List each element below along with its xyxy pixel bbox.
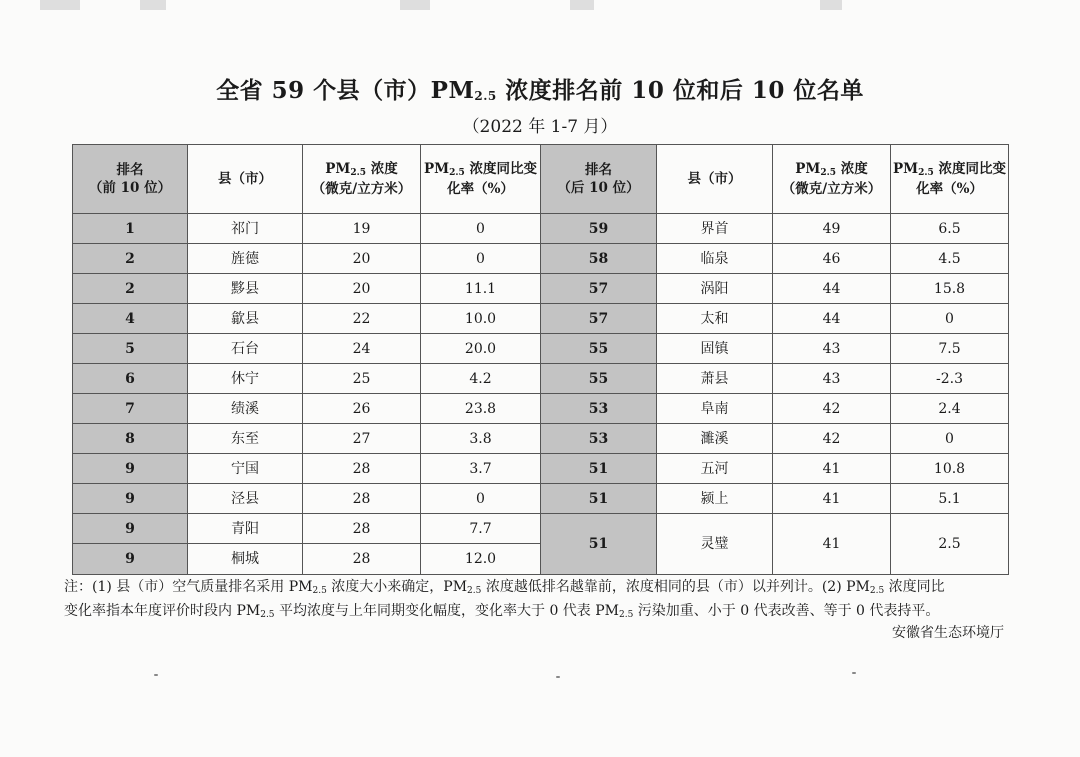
rank-top-cell: 9 bbox=[73, 454, 188, 484]
table-header-row bbox=[73, 145, 1009, 214]
rank-bottom-cell: 57 bbox=[541, 274, 657, 304]
scan-edge-marks bbox=[0, 0, 1080, 12]
county-top-cell: 歙县 bbox=[188, 304, 303, 334]
change-top-cell: 12.0 bbox=[421, 544, 541, 575]
change-top-cell: 11.1 bbox=[421, 274, 541, 304]
county-bottom-cell: 濉溪 bbox=[657, 424, 773, 454]
rank-bottom-cell: 55 bbox=[541, 334, 657, 364]
county-bottom-cell: 太和 bbox=[657, 304, 773, 334]
rank-top-cell: 1 bbox=[73, 214, 188, 244]
table-row bbox=[73, 394, 1009, 424]
conc-top-cell: 28 bbox=[303, 454, 421, 484]
document-subtitle: （2022 年 1-7 月） bbox=[462, 117, 618, 137]
conc-top-cell: 25 bbox=[303, 364, 421, 394]
table-row bbox=[73, 334, 1009, 364]
rank-top-cell: 6 bbox=[73, 364, 188, 394]
county-bottom-cell: 萧县 bbox=[657, 364, 773, 394]
rank-top-cell: 2 bbox=[73, 274, 188, 304]
change-bottom-cell: 5.1 bbox=[891, 484, 1009, 514]
conc-bottom-cell: 46 bbox=[773, 244, 891, 274]
change-top-cell: 20.0 bbox=[421, 334, 541, 364]
document-title: 全省 59 个县（市）$PM_{2.5}$ 浓度排名前 10 位和后 10 位名单 bbox=[216, 77, 864, 104]
conc-bottom-cell: 43 bbox=[773, 364, 891, 394]
footnote-line-2: 变化率指本年度评价时段内 $PM_{2.5}$ 平均浓度与上年同期变化幅度，变化率大于 0 代表 $PM_{2.5}$ 污染加重、小于 0 代表改善、等于 0 代表持平。 bbox=[64, 603, 940, 620]
county-bottom-cell: 灵璧 bbox=[657, 514, 773, 575]
rank-top-cell: 4 bbox=[73, 304, 188, 334]
change-bottom-cell: 4.5 bbox=[891, 244, 1009, 274]
conc-bottom-cell: 41 bbox=[773, 514, 891, 575]
rank-top-cell: 2 bbox=[73, 244, 188, 274]
rank-top-cell: 9 bbox=[73, 484, 188, 514]
conc-top-cell: 22 bbox=[303, 304, 421, 334]
conc-top-cell: 20 bbox=[303, 244, 421, 274]
county-bottom-cell: 界首 bbox=[657, 214, 773, 244]
change-top-cell: 3.7 bbox=[421, 454, 541, 484]
change-top-cell: 10.0 bbox=[421, 304, 541, 334]
table-row bbox=[73, 454, 1009, 484]
conc-bottom-cell: 42 bbox=[773, 394, 891, 424]
issuing-organization: 安徽省生态环境厅 bbox=[892, 625, 1004, 641]
conc-top-cell: 28 bbox=[303, 544, 421, 575]
rank-top-cell: 8 bbox=[73, 424, 188, 454]
header-county-bottom: 县（市） bbox=[657, 145, 773, 214]
footnote-line-1: 注：(1) 县（市）空气质量排名采用 $PM_{2.5}$ 浓度大小来确定，$PM_{2.5}$ 浓度越低排名越靠前，浓度相同的县（市）以并列计。(2) $PM_{2.5}$ 浓度同比 bbox=[64, 579, 945, 596]
conc-top-cell: 26 bbox=[303, 394, 421, 424]
conc-bottom-cell: 44 bbox=[773, 274, 891, 304]
change-bottom-cell: 10.8 bbox=[891, 454, 1009, 484]
county-bottom-cell: 阜南 bbox=[657, 394, 773, 424]
scan-speck bbox=[154, 674, 158, 676]
conc-top-cell: 24 bbox=[303, 334, 421, 364]
county-top-cell: 泾县 bbox=[188, 484, 303, 514]
conc-bottom-cell: 41 bbox=[773, 484, 891, 514]
change-top-cell: 23.8 bbox=[421, 394, 541, 424]
change-top-cell: 0 bbox=[421, 484, 541, 514]
change-bottom-cell: 0 bbox=[891, 304, 1009, 334]
change-bottom-cell: 6.5 bbox=[891, 214, 1009, 244]
scan-speck bbox=[852, 672, 856, 674]
county-top-cell: 东至 bbox=[188, 424, 303, 454]
county-top-cell: 桐城 bbox=[188, 544, 303, 575]
table-row bbox=[73, 364, 1009, 394]
rank-top-cell: 5 bbox=[73, 334, 188, 364]
header-change-bottom: $PM_{2.5}$ 浓度同比变 化率（%） bbox=[891, 145, 1009, 214]
ranking-table bbox=[72, 144, 1009, 575]
table-row bbox=[73, 274, 1009, 304]
conc-bottom-cell: 44 bbox=[773, 304, 891, 334]
header-change-top: $PM_{2.5}$ 浓度同比变 化率（%） bbox=[421, 145, 541, 214]
county-bottom-cell: 固镇 bbox=[657, 334, 773, 364]
rank-top-cell: 9 bbox=[73, 544, 188, 575]
county-top-cell: 休宁 bbox=[188, 364, 303, 394]
footnote bbox=[64, 576, 1024, 624]
county-bottom-cell: 五河 bbox=[657, 454, 773, 484]
conc-bottom-cell: 42 bbox=[773, 424, 891, 454]
rank-bottom-cell: 59 bbox=[541, 214, 657, 244]
scan-speck bbox=[556, 676, 560, 678]
header-conc-bottom: $PM_{2.5}$ 浓度 （微克/立方米） bbox=[773, 145, 891, 214]
county-bottom-cell: 颍上 bbox=[657, 484, 773, 514]
table-row bbox=[73, 304, 1009, 334]
change-top-cell: 4.2 bbox=[421, 364, 541, 394]
rank-bottom-cell: 51 bbox=[541, 484, 657, 514]
rank-top-cell: 7 bbox=[73, 394, 188, 424]
table-row bbox=[73, 484, 1009, 514]
rank-bottom-cell: 55 bbox=[541, 364, 657, 394]
header-rank-bottom: 排名 （后 10 位） bbox=[541, 145, 657, 214]
change-top-cell: 3.8 bbox=[421, 424, 541, 454]
rank-bottom-cell: 53 bbox=[541, 424, 657, 454]
conc-bottom-cell: 49 bbox=[773, 214, 891, 244]
change-top-cell: 0 bbox=[421, 244, 541, 274]
change-bottom-cell: 15.8 bbox=[891, 274, 1009, 304]
county-top-cell: 黟县 bbox=[188, 274, 303, 304]
change-bottom-cell: 2.4 bbox=[891, 394, 1009, 424]
header-rank-top: 排名 （前 10 位） bbox=[73, 145, 188, 214]
county-top-cell: 祁门 bbox=[188, 214, 303, 244]
rank-bottom-cell: 58 bbox=[541, 244, 657, 274]
county-top-cell: 绩溪 bbox=[188, 394, 303, 424]
table-row bbox=[73, 424, 1009, 454]
change-top-cell: 0 bbox=[421, 214, 541, 244]
county-top-cell: 石台 bbox=[188, 334, 303, 364]
conc-top-cell: 27 bbox=[303, 424, 421, 454]
conc-top-cell: 20 bbox=[303, 274, 421, 304]
conc-bottom-cell: 41 bbox=[773, 454, 891, 484]
change-bottom-cell: 2.5 bbox=[891, 514, 1009, 575]
header-county-top: 县（市） bbox=[188, 145, 303, 214]
header-conc-top: $PM_{2.5}$ 浓度 （微克/立方米） bbox=[303, 145, 421, 214]
conc-bottom-cell: 43 bbox=[773, 334, 891, 364]
rank-bottom-cell: 51 bbox=[541, 454, 657, 484]
county-bottom-cell: 涡阳 bbox=[657, 274, 773, 304]
county-top-cell: 旌德 bbox=[188, 244, 303, 274]
change-bottom-cell: 7.5 bbox=[891, 334, 1009, 364]
conc-top-cell: 28 bbox=[303, 514, 421, 544]
change-bottom-cell: 0 bbox=[891, 424, 1009, 454]
conc-top-cell: 19 bbox=[303, 214, 421, 244]
rank-bottom-cell: 53 bbox=[541, 394, 657, 424]
county-bottom-cell: 临泉 bbox=[657, 244, 773, 274]
rank-top-cell: 9 bbox=[73, 514, 188, 544]
change-top-cell: 7.7 bbox=[421, 514, 541, 544]
conc-top-cell: 28 bbox=[303, 484, 421, 514]
change-bottom-cell: -2.3 bbox=[891, 364, 1009, 394]
table-row bbox=[73, 214, 1009, 244]
county-top-cell: 宁国 bbox=[188, 454, 303, 484]
county-top-cell: 青阳 bbox=[188, 514, 303, 544]
table-row bbox=[73, 514, 1009, 544]
table-row bbox=[73, 244, 1009, 274]
rank-bottom-cell: 51 bbox=[541, 514, 657, 575]
rank-bottom-cell: 57 bbox=[541, 304, 657, 334]
